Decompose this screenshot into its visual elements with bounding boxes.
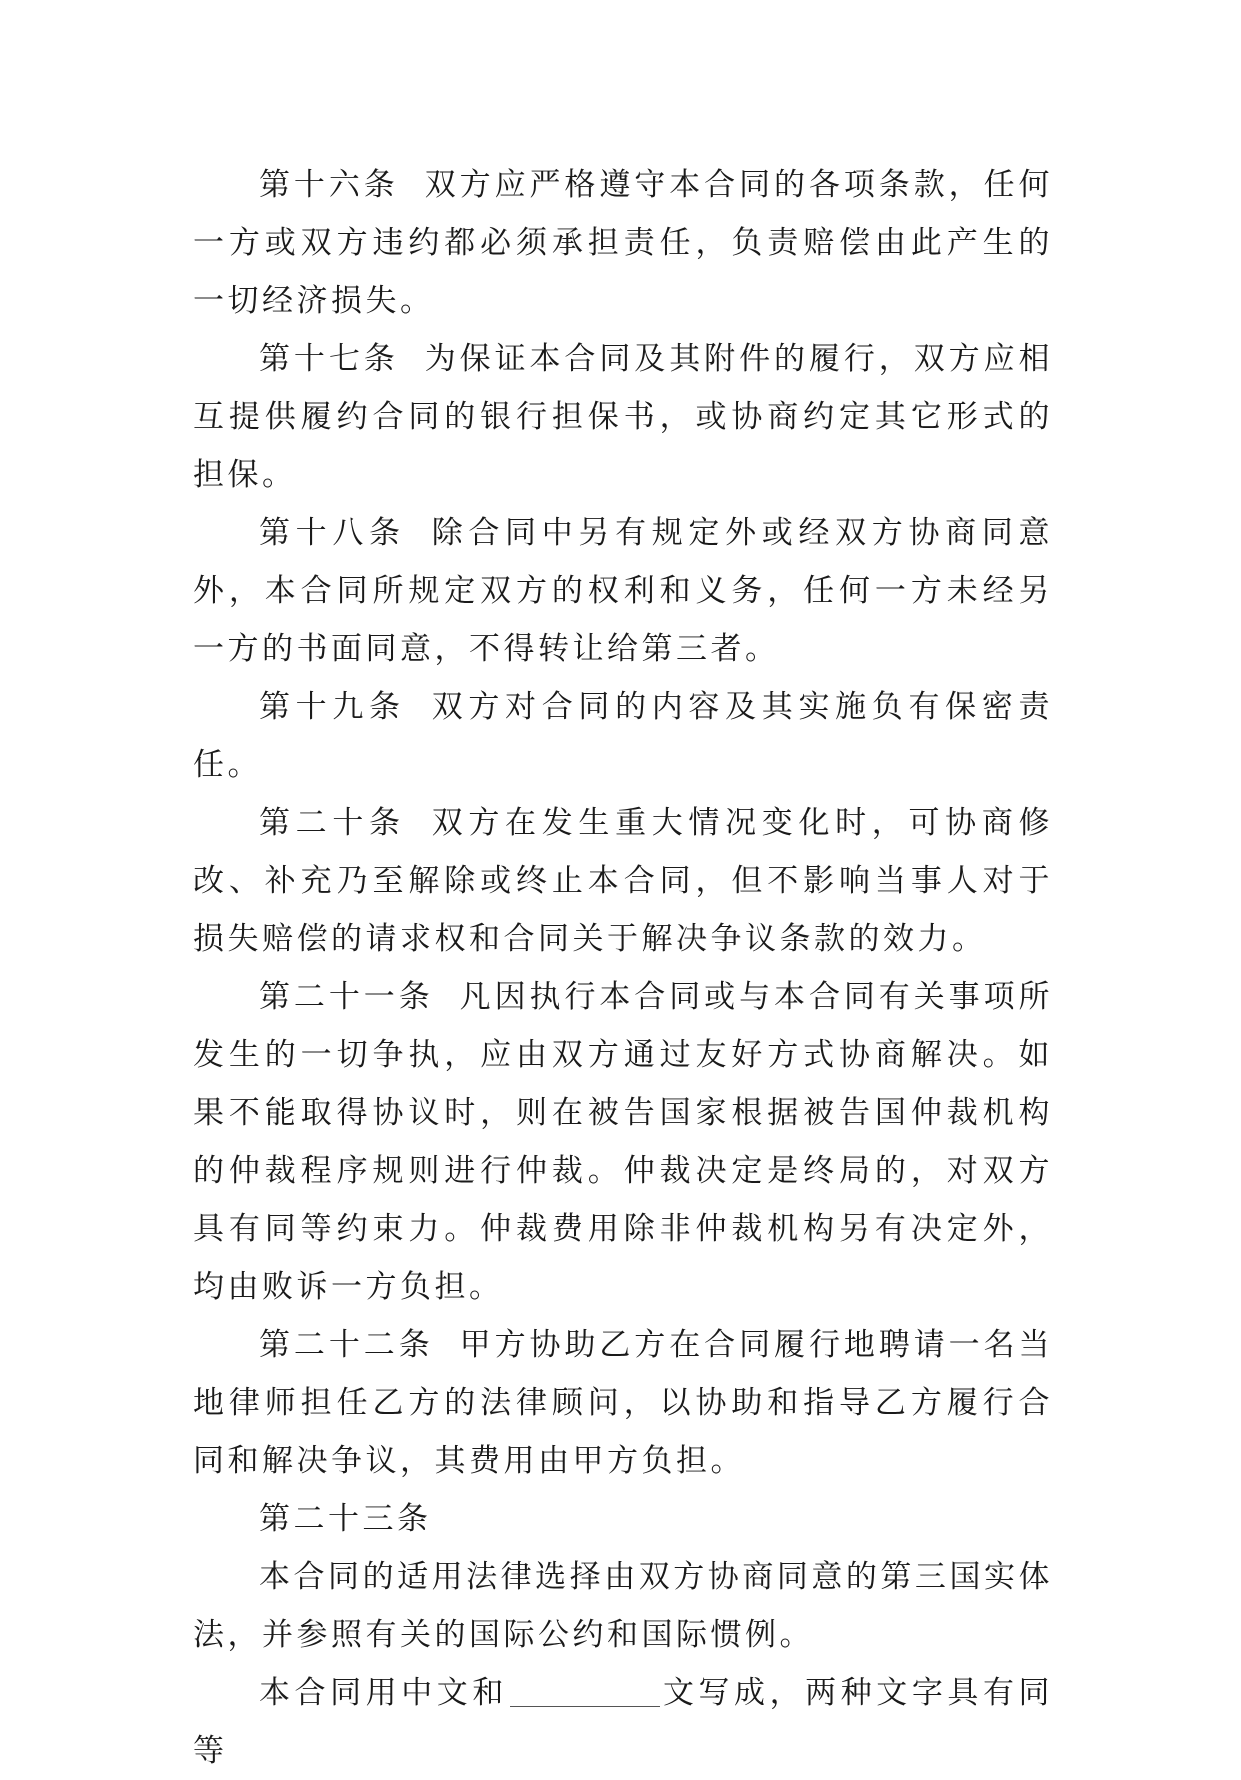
article-number: 第十六条 — [259, 167, 399, 203]
article-19 — [193, 678, 1053, 794]
article-text: 双方在发生重大情况变化时，可协商修改、补充乃至解除或终止本合同，但不影响当事人对于损失赔偿的请求权和合同关于解决争议条款的效力。 — [193, 805, 1054, 957]
article-16 — [193, 156, 1053, 330]
language-blank-field — [510, 1676, 660, 1707]
article-17 — [193, 330, 1053, 504]
language-paragraph — [193, 1664, 1053, 1780]
article-number: 第十八条 — [259, 515, 406, 551]
article-22 — [193, 1316, 1053, 1490]
article-text: 双方对合同的内容及其实施负有保密责任。 — [193, 689, 1054, 783]
article-text: 凡因执行本合同或与本合同有关事项所发生的一切争执，应由双方通过友好方式协商解决。如果不能取得协议时，则在被告国家根据被告国仲裁机构的仲裁程序规则进行仲裁。仲裁决定是终局的，对双方具有同等约束力。仲裁费用除非仲裁机构另有决定外，均由败诉一方负担。 — [193, 979, 1054, 1305]
article-number: 第十九条 — [259, 689, 406, 725]
governing-law-paragraph: 本合同的适用法律选择由双方协商同意的第三国实体法，并参照有关的国际公约和国际惯例。 — [193, 1559, 1053, 1653]
article-text: 双方应严格遵守本合同的各项条款，任何一方或双方违约都必须承担责任，负责赔偿由此产生的一切经济损失。 — [193, 167, 1054, 319]
article-20 — [193, 794, 1053, 968]
article-text: 甲方协助乙方在合同履行地聘请一名当地律师担任乙方的法律顾问，以协助和指导乙方履行合同和解决争议，其费用由甲方负担。 — [193, 1327, 1054, 1479]
article-number: 第二十一条 — [259, 979, 434, 1015]
language-text-before: 本合同用中文和 — [259, 1675, 508, 1711]
article-21 — [193, 968, 1053, 1316]
article-text: 除合同中另有规定外或经双方协商同意外，本合同所规定双方的权利和义务，任何一方未经另一方的书面同意，不得转让给第三者。 — [193, 515, 1054, 667]
article-23 — [193, 1490, 1053, 1548]
article-18 — [193, 504, 1053, 678]
article-number: 第二十三条 — [259, 1501, 432, 1537]
article-number: 第二十二条 — [259, 1327, 434, 1363]
article-text: 为保证本合同及其附件的履行，双方应相互提供履约合同的银行担保书，或协商约定其它形式的担保。 — [193, 341, 1054, 493]
language-text-after: 文写成，两种文字具有同等 — [193, 1675, 1054, 1769]
article-number: 第十七条 — [259, 341, 399, 377]
article-number: 第二十条 — [259, 805, 406, 841]
document-body — [193, 156, 1053, 1780]
